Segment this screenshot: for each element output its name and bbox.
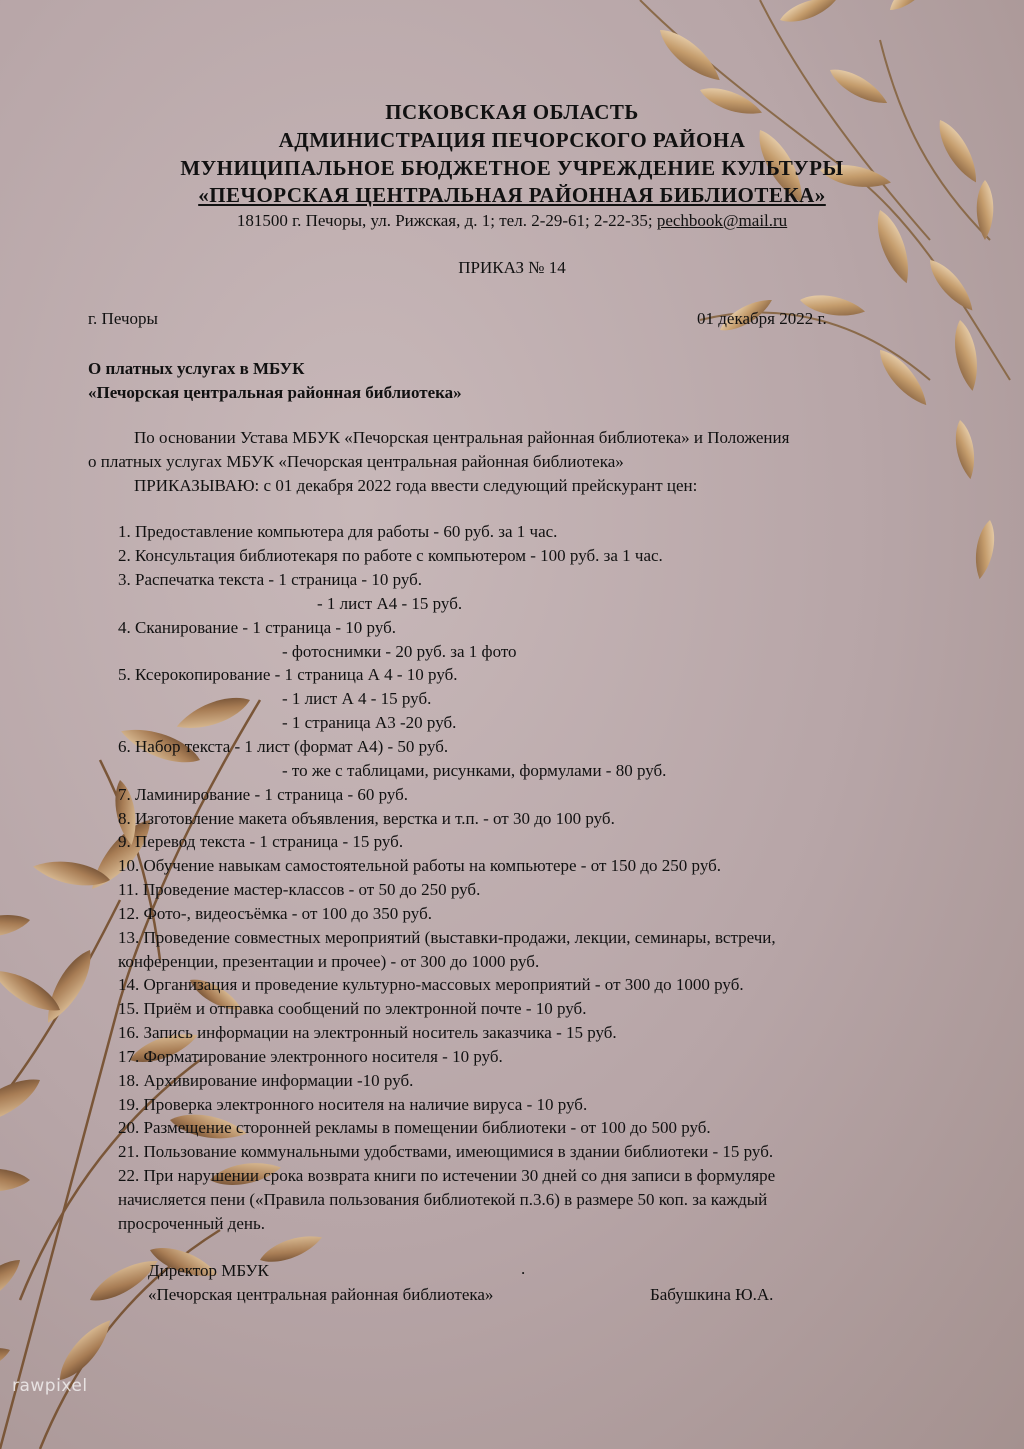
price-item: 7. Ламинирование - 1 страница - 60 руб.	[118, 785, 409, 804]
watermark: rawpixel	[12, 1376, 88, 1396]
preamble-line-1: По основании Устава МБУК «Печорская центральная районная библиотека» и Положения	[134, 428, 790, 447]
price-subitem: - то же с таблицами, рисунками, формулами - 80 руб.	[282, 761, 667, 780]
price-item: 18. Архивирование информации -10 руб.	[118, 1071, 414, 1090]
price-subitem: - 1 лист А 4 - 15 руб.	[282, 689, 432, 708]
price-item: 14. Организация и проведение культурно-массовых мероприятий - от 300 до 1000 руб.	[118, 975, 744, 994]
administration-heading: АДМИНИСТРАЦИЯ ПЕЧОРСКОГО РАЙОНА	[278, 128, 746, 152]
subject-line-1: О платных услугах в МБУК	[88, 359, 305, 378]
signature-dot: .	[521, 1259, 526, 1278]
price-item: 8. Изготовление макета объявления, верстка и т.п. - от 30 до 100 руб.	[118, 809, 615, 828]
decree-line: ПРИКАЗЫВАЮ: с 01 декабря 2022 года ввести следующий прейскурант цен:	[134, 476, 698, 495]
price-item: 19. Проверка электронного носителя на наличие вируса - 10 руб.	[118, 1095, 588, 1114]
price-item: 4. Сканирование - 1 страница - 10 руб.	[118, 618, 397, 637]
signature-position-1: Директор МБУК	[148, 1261, 269, 1280]
subject-line-2: «Печорская центральная районная библиотека»	[88, 383, 462, 402]
email-link[interactable]: pechbook@mail.ru	[656, 211, 788, 230]
price-item: 1. Предоставление компьютера для работы - 60 руб. за 1 час.	[118, 522, 558, 541]
order-date: 01 декабря 2022 г.	[697, 309, 827, 328]
library-heading: «ПЕЧОРСКАЯ ЦЕНТРАЛЬНАЯ РАЙОННАЯ БИБЛИОТЕКА»	[198, 183, 826, 207]
region-heading: ПСКОВСКАЯ ОБЛАСТЬ	[385, 100, 639, 124]
price-item: 11. Проведение мастер-классов - от 50 до 250 руб.	[118, 880, 481, 899]
price-item: 15. Приём и отправка сообщений по электронной почте - 10 руб.	[118, 999, 587, 1018]
order-city: г. Печоры	[88, 309, 158, 328]
price-subitem: - 1 лист А4 - 15 руб.	[317, 594, 463, 613]
price-item: 13. Проведение совместных мероприятий (выставки-продажи, лекции, семинары, встречи,	[118, 928, 776, 947]
price-item: 2. Консультация библиотекаря по работе с компьютером - 100 руб. за 1 час.	[118, 546, 663, 565]
price-item: 6. Набор текста - 1 лист (формат А4) - 50 руб.	[118, 737, 449, 756]
signature-position-2: «Печорская центральная районная библиотека»	[148, 1285, 494, 1304]
address-text: 181500 г. Печоры, ул. Рижская, д. 1; тел. 2-29-61; 2-22-35;	[236, 211, 657, 230]
price-item: 9. Перевод текста - 1 страница - 15 руб.	[118, 832, 404, 851]
price-item: 16. Запись информации на электронный носитель заказчика - 15 руб.	[118, 1023, 617, 1042]
price-subitem: - 1 страница А3 -20 руб.	[282, 713, 457, 732]
price-item-continuation: конференции, презентации и прочее) - от 300 до 1000 руб.	[118, 952, 540, 971]
signature-name: Бабушкина Ю.А.	[650, 1285, 774, 1304]
price-item: 12. Фото-, видеосъёмка - от 100 до 350 руб.	[118, 904, 432, 923]
order-title: ПРИКАЗ № 14	[458, 258, 566, 277]
price-subitem: - фотоснимки - 20 руб. за 1 фото	[282, 642, 517, 661]
preamble-line-2: о платных услугах МБУК «Печорская центральная районная библиотека»	[88, 452, 624, 471]
price-item: 21. Пользование коммунальными удобствами, имеющимися в здании библиотеки - 15 руб.	[118, 1142, 774, 1161]
price-item: 5. Ксерокопирование - 1 страница А 4 - 10 руб.	[118, 665, 458, 684]
price-item-continuation: начисляется пени («Правила пользования библиотекой п.3.6) в размере 50 коп. за каждый	[118, 1190, 768, 1209]
price-item-continuation: просроченный день.	[118, 1214, 265, 1233]
address-line	[0, 211, 1024, 231]
price-item: 17. Форматирование электронного носителя - 10 руб.	[118, 1047, 503, 1066]
price-item: 10. Обучение навыкам самостоятельной работы на компьютере - от 150 до 250 руб.	[118, 856, 722, 875]
price-item: 3. Распечатка текста - 1 страница - 10 руб.	[118, 570, 423, 589]
price-item: 22. При нарушении срока возврата книги по истечении 30 дней со дня записи в формуляре	[118, 1166, 776, 1185]
institution-heading: МУНИЦИПАЛЬНОЕ БЮДЖЕТНОЕ УЧРЕЖДЕНИЕ КУЛЬТУРЫ	[180, 156, 844, 180]
price-item: 20. Размещение сторонней рекламы в помещении библиотеки - от 100 до 500 руб.	[118, 1118, 711, 1137]
